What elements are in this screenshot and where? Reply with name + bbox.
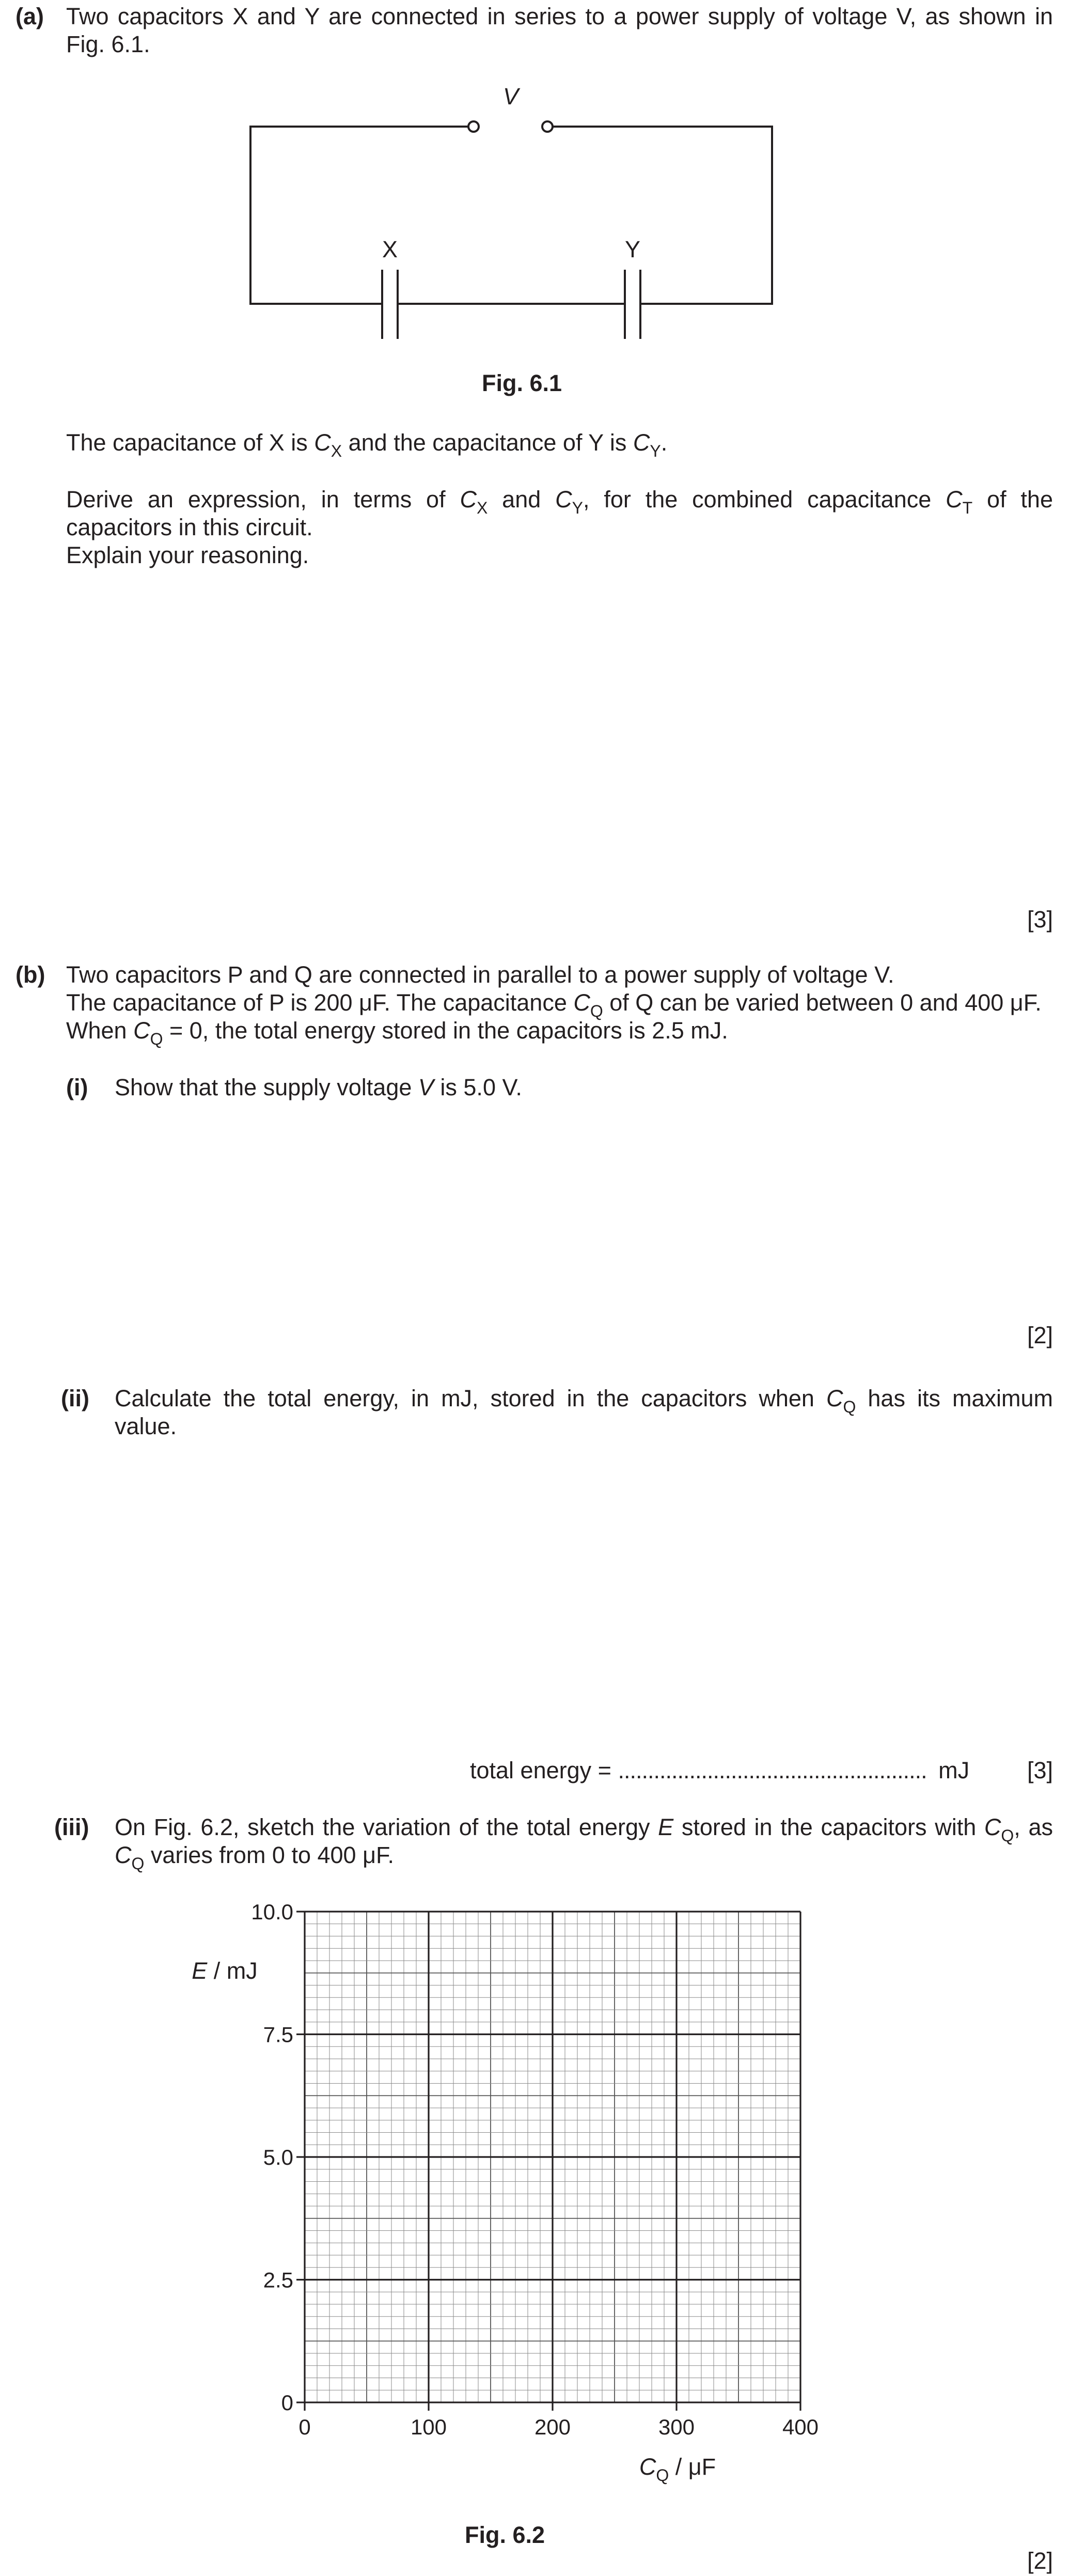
x-axis-label: $C_Q$ / μF bbox=[639, 2454, 716, 2485]
x-axis-tick-label: 400 bbox=[782, 2415, 819, 2439]
part-b-iii-label: (iii) bbox=[54, 1814, 89, 1840]
part-b-line1: Two capacitors P and Q are connected in parallel to a power supply of voltage V. bbox=[66, 961, 894, 988]
terminal-right bbox=[542, 121, 553, 132]
derive-instruction-line1: Derive an expression, in terms of $C_X$ and $C_Y$, for the combined capacitance $C_T$ of the bbox=[66, 486, 1053, 517]
part-b-i-label: (i) bbox=[66, 1074, 88, 1100]
part-b-i-marks: [2] bbox=[1027, 1322, 1053, 1348]
terminal-left bbox=[468, 121, 479, 132]
part-a-label: (a) bbox=[15, 3, 44, 29]
y-axis-tick-label: 0 bbox=[281, 2391, 293, 2415]
axis-ticks bbox=[296, 1912, 800, 2411]
capacitance-statement: The capacitance of X is $C_X$ and the capacitance of Y is $C_Y$. bbox=[66, 429, 668, 460]
part-a-intro-line1: Two capacitors X and Y are connected in series to a power supply of voltage V, as shown in bbox=[66, 3, 1053, 29]
fig-6-2-caption: Fig. 6.2 bbox=[465, 2522, 545, 2548]
part-a-intro-line2: Fig. 6.1. bbox=[66, 31, 150, 57]
x-axis-tick-label: 100 bbox=[410, 2415, 447, 2439]
circuit-diagram-fig-6-1 bbox=[227, 77, 806, 351]
part-b-iii-line2: $C_Q$ varies from 0 to 400 μF. bbox=[115, 1842, 395, 1873]
y-axis-tick-label: 10.0 bbox=[251, 1900, 293, 1924]
part-b-iii-marks: [2] bbox=[1027, 2548, 1053, 2574]
answer-prefix: total energy = bbox=[470, 1757, 611, 1783]
capacitor-label-y: Y bbox=[624, 236, 641, 262]
part-b-ii-marks: [3] bbox=[1027, 1757, 1053, 1783]
y-axis-tick-label: 7.5 bbox=[263, 2022, 293, 2047]
part-b-ii-label: (ii) bbox=[61, 1385, 89, 1411]
part-b-line2: The capacitance of P is 200 μF. The capacitance $C_Q$ of Q can be varied between 0 and 400 μF. bbox=[66, 989, 1042, 1020]
y-axis-label: E / mJ bbox=[192, 1958, 258, 1984]
part-b-line3: When $C_Q = 0$, the total energy stored in the capacitors is 2.5 mJ. bbox=[66, 1017, 728, 1048]
x-axis-tick-label: 0 bbox=[298, 2415, 311, 2439]
x-axis-tick-label: 300 bbox=[658, 2415, 695, 2439]
part-b-label: (b) bbox=[15, 961, 45, 988]
y-axis-tick-label: 2.5 bbox=[263, 2268, 293, 2292]
explain-instruction: Explain your reasoning. bbox=[66, 542, 309, 568]
y-axis-tick-label: 5.0 bbox=[263, 2145, 293, 2169]
part-b-i-text: Show that the supply voltage V is 5.0 V. bbox=[115, 1074, 522, 1100]
energy-graph-fig-6-2[interactable] bbox=[170, 1881, 893, 2490]
part-b-ii-line1: Calculate the total energy, in mJ, stored in the capacitors when $C_Q$ has its maximum bbox=[115, 1385, 1053, 1416]
part-b-iii-line1: On Fig. 6.2, sketch the variation of the total energy E stored in the capacitors with $C_Q$, as bbox=[115, 1814, 1053, 1845]
fig-6-1-caption: Fig. 6.1 bbox=[481, 370, 562, 396]
part-a-marks: [3] bbox=[1027, 906, 1053, 933]
answer-unit: mJ bbox=[938, 1757, 970, 1783]
answer-dots[interactable]: .................................................... bbox=[618, 1757, 927, 1783]
part-b-ii-line2: value. bbox=[115, 1413, 177, 1439]
capacitor-label-x: X bbox=[382, 236, 398, 262]
x-axis-tick-label: 200 bbox=[534, 2415, 571, 2439]
supply-label-v: V bbox=[502, 83, 519, 110]
derive-instruction-line2: capacitors in this circuit. bbox=[66, 514, 313, 540]
answer-line-total-energy bbox=[470, 1757, 969, 1784]
